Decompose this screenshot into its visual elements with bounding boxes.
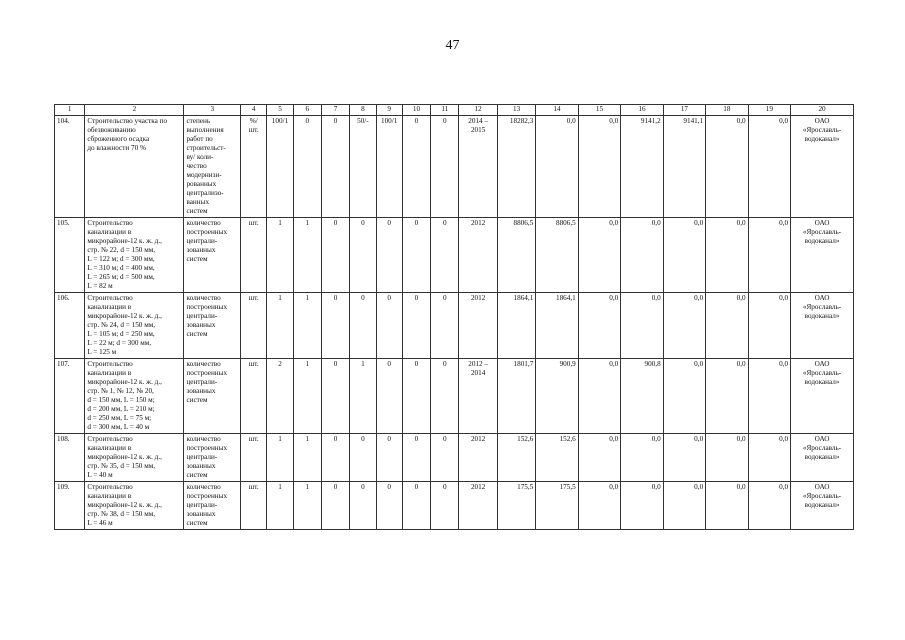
cell-c13: 18282,3 [497,116,535,218]
cell-indicator: количество построенных централи- зованных систем [184,482,241,530]
column-header: 16 [621,105,663,116]
column-header: 12 [459,105,497,116]
cell-c18: 0,0 [706,218,748,293]
cell-c14: 152,6 [536,434,578,482]
cell-c6: 1 [293,482,321,530]
cell-c16: 9141,2 [621,116,663,218]
cell-c18: 0,0 [706,359,748,434]
cell-c11: 0 [431,293,459,359]
cell-indicator: количество построенных централи- зованных систем [184,359,241,434]
cell-c9: 100/1 [376,116,402,218]
cell-c6: 1 [293,359,321,434]
column-header: 11 [431,105,459,116]
cell-indicator: количество построенных централи- зованных систем [184,293,241,359]
cell-c15: 0,0 [578,434,620,482]
cell-executor: ОАО «Ярославль- водоканал» [791,434,854,482]
cell-c8: 0 [350,293,376,359]
cell-c6: 1 [293,434,321,482]
cell-name: Строительство канализации в микрорайоне-12 к. ж. д., стр. № 22, d = 150 мм, L = 122 м; d = 300 мм, L = 310 м; d = 400 мм, L = 265 м; d = 500 мм, L = 82 м [85,218,184,293]
table-row [55,218,854,293]
cell-c13: 1864,1 [497,293,535,359]
cell-c8: 0 [350,482,376,530]
cell-c7: 0 [321,116,349,218]
program-table [54,104,854,530]
cell-year: 2012 – 2014 [459,359,497,434]
cell-unit: шт. [241,293,267,359]
cell-year: 2012 [459,218,497,293]
table-row [55,116,854,218]
cell-c19: 0,0 [748,218,790,293]
cell-c13: 152,6 [497,434,535,482]
header-row [55,105,854,116]
cell-c16: 0,0 [621,434,663,482]
cell-year: 2012 [459,434,497,482]
cell-c7: 0 [321,293,349,359]
cell-c11: 0 [431,218,459,293]
cell-c15: 0,0 [578,116,620,218]
table-row [55,359,854,434]
cell-c10: 0 [402,434,430,482]
column-header: 8 [350,105,376,116]
cell-num: 109. [55,482,85,530]
cell-indicator: количество построенных централи- зованных систем [184,434,241,482]
column-header: 7 [321,105,349,116]
cell-c10: 0 [402,482,430,530]
cell-c17: 0,0 [663,218,705,293]
cell-executor: ОАО «Ярославль- водоканал» [791,293,854,359]
cell-unit: %/ шт. [241,116,267,218]
cell-c15: 0,0 [578,293,620,359]
cell-name: Строительство участка по обезвоживанию сброженного осадка до влажности 70 % [85,116,184,218]
cell-name: Строительство канализации в микрорайоне-12 к. ж. д., стр. № 38, d = 150 мм, L = 46 м [85,482,184,530]
cell-c5: 2 [267,359,293,434]
cell-c18: 0,0 [706,482,748,530]
cell-c7: 0 [321,218,349,293]
cell-c7: 0 [321,434,349,482]
cell-c17: 0,0 [663,293,705,359]
cell-num: 106. [55,293,85,359]
cell-c7: 0 [321,359,349,434]
cell-unit: шт. [241,359,267,434]
cell-c9: 0 [376,434,402,482]
column-header: 2 [85,105,184,116]
column-header: 15 [578,105,620,116]
cell-c14: 900,9 [536,359,578,434]
cell-c16: 900,8 [621,359,663,434]
cell-year: 2012 [459,293,497,359]
cell-c5: 1 [267,434,293,482]
cell-c7: 0 [321,482,349,530]
cell-c13: 8806,5 [497,218,535,293]
cell-c16: 0,0 [621,293,663,359]
cell-c14: 1864,1 [536,293,578,359]
cell-c11: 0 [431,359,459,434]
page-number: 47 [445,38,460,53]
cell-unit: шт. [241,434,267,482]
table-row [55,293,854,359]
cell-c16: 0,0 [621,482,663,530]
cell-name: Строительство канализации в микрорайоне-12 к. ж. д., стр. № 24, d = 150 мм, L = 105 м; d = 250 мм, L = 22 м; d = 300 мм, L = 125 м [85,293,184,359]
cell-c6: 1 [293,293,321,359]
cell-c15: 0,0 [578,359,620,434]
cell-c16: 0,0 [621,218,663,293]
cell-name: Строительство канализации в микрорайоне-12 к. ж. д., стр. № 1, № 12, № 20, d = 150 мм, L = 150 м; d = 200 мм, L = 210 м; d = 250 мм, L = 75 м; d = 300 мм, L = 40 м [85,359,184,434]
cell-c19: 0,0 [748,359,790,434]
cell-c9: 0 [376,218,402,293]
cell-c15: 0,0 [578,218,620,293]
cell-c10: 0 [402,218,430,293]
cell-c13: 175,5 [497,482,535,530]
cell-c10: 0 [402,359,430,434]
cell-c17: 0,0 [663,359,705,434]
table-row [55,434,854,482]
cell-c19: 0,0 [748,293,790,359]
column-header: 6 [293,105,321,116]
cell-c6: 0 [293,116,321,218]
cell-num: 105. [55,218,85,293]
cell-year: 2012 [459,482,497,530]
cell-executor: ОАО «Ярославль- водоканал» [791,218,854,293]
cell-num: 107. [55,359,85,434]
cell-c19: 0,0 [748,434,790,482]
cell-c14: 0,0 [536,116,578,218]
cell-c5: 1 [267,218,293,293]
cell-c17: 0,0 [663,482,705,530]
column-header: 4 [241,105,267,116]
cell-c5: 1 [267,293,293,359]
column-header: 13 [497,105,535,116]
cell-executor: ОАО «Ярославль- водоканал» [791,116,854,218]
cell-c11: 0 [431,482,459,530]
column-header: 14 [536,105,578,116]
cell-c9: 0 [376,359,402,434]
cell-c8: 1 [350,359,376,434]
cell-c5: 100/1 [267,116,293,218]
cell-year: 2014 – 2015 [459,116,497,218]
cell-c18: 0,0 [706,434,748,482]
cell-executor: ОАО «Ярославль- водоканал» [791,482,854,530]
cell-c5: 1 [267,482,293,530]
cell-c11: 0 [431,434,459,482]
cell-num: 108. [55,434,85,482]
cell-indicator: степень выполнения работ по строительст- ву/ коли- чество модернизи- рованных централизо- ванных систем [184,116,241,218]
cell-c19: 0,0 [748,116,790,218]
cell-c14: 8806,5 [536,218,578,293]
cell-c6: 1 [293,218,321,293]
cell-c10: 0 [402,116,430,218]
cell-c9: 0 [376,482,402,530]
cell-c8: 50/- [350,116,376,218]
column-header: 3 [184,105,241,116]
column-header: 18 [706,105,748,116]
cell-c17: 0,0 [663,434,705,482]
column-header: 17 [663,105,705,116]
column-header: 10 [402,105,430,116]
cell-unit: шт. [241,218,267,293]
cell-c18: 0,0 [706,293,748,359]
column-header: 1 [55,105,85,116]
column-header: 19 [748,105,790,116]
cell-indicator: количество построенных централи- зованных систем [184,218,241,293]
cell-c8: 0 [350,218,376,293]
cell-unit: шт. [241,482,267,530]
cell-name: Строительство канализации в микрорайоне-12 к. ж. д., стр. № 35, d = 150 мм, L = 40 м [85,434,184,482]
table-row [55,482,854,530]
cell-c13: 1801,7 [497,359,535,434]
column-header: 20 [791,105,854,116]
cell-c17: 9141,1 [663,116,705,218]
cell-c10: 0 [402,293,430,359]
cell-c15: 0,0 [578,482,620,530]
column-header: 5 [267,105,293,116]
cell-c8: 0 [350,434,376,482]
cell-c18: 0,0 [706,116,748,218]
cell-num: 104. [55,116,85,218]
cell-c9: 0 [376,293,402,359]
cell-c14: 175,5 [536,482,578,530]
column-header: 9 [376,105,402,116]
cell-c11: 0 [431,116,459,218]
cell-executor: ОАО «Ярославль- водоканал» [791,359,854,434]
cell-c19: 0,0 [748,482,790,530]
